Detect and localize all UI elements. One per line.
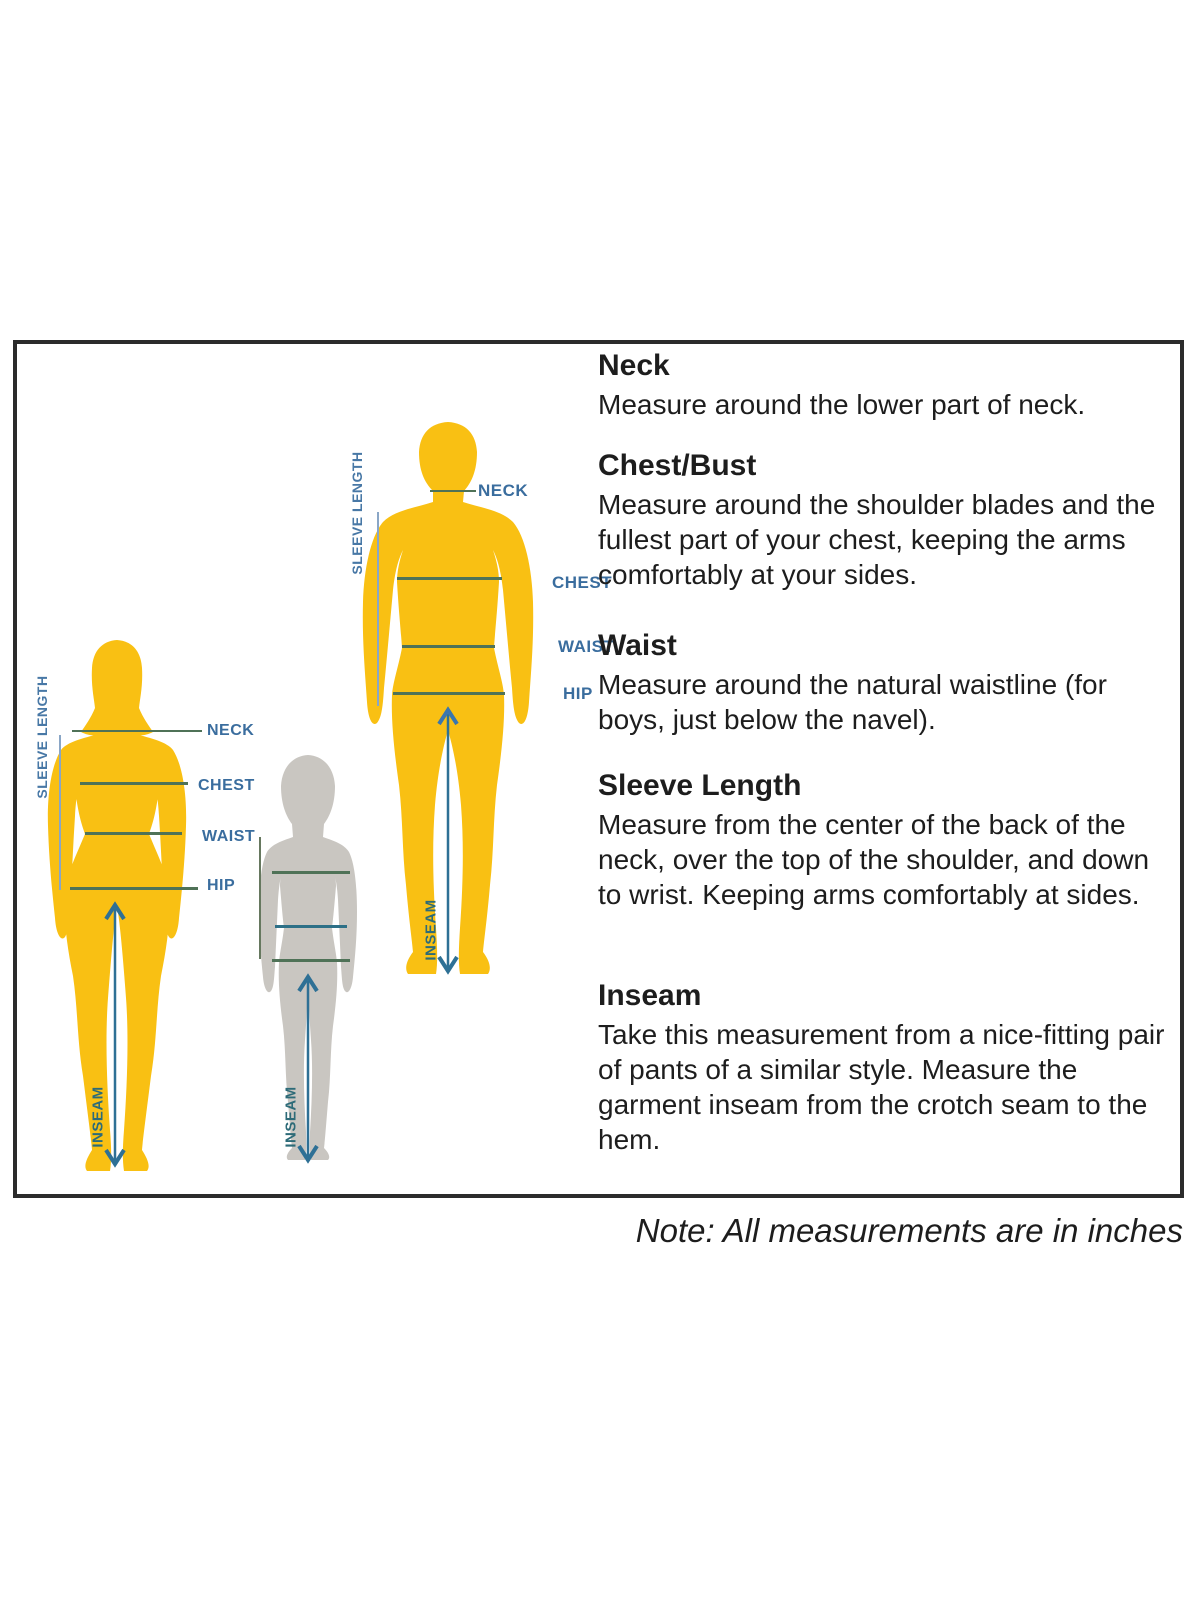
child-inseam-arrow <box>296 971 320 1165</box>
measurements-note: Note: All measurements are in inches <box>635 1212 1183 1249</box>
child-sleeve-line <box>259 837 261 959</box>
woman-sleeve-line <box>59 735 61 890</box>
man-hip-line <box>393 692 505 695</box>
child-chest-line <box>272 871 350 874</box>
child-waist-line <box>275 925 347 928</box>
size-guide-page: SLEEVE LENGTH NECK CHEST WAIST HIP INSEAM SLEEVE LENGTH NECK CHEST WAIST HIP INSEAM INSEAM Neck Measure around the lower part of neck. Chest/Bust Measure around the shoulder blades and the fullest part of your chest, keeping the arms comfortably at your sides. Waist Measure around the natural waistline (for boys, just below the navel). Sleeve Length Measure from the center of the back of the neck, over the top of the shoulder, and down to wrist. Keeping arms comfortably at sides. Inseam Take this measurement from a nice-fitting pair of pants of a similar style. Measure the garment inseam from the crotch seam to the hem. Note: All measurements are in inches <box>0 0 1200 1600</box>
man-chest-line <box>397 577 502 580</box>
woman-chest-label: CHEST <box>198 777 255 794</box>
woman-neck-line <box>72 730 202 732</box>
section-inseam <box>598 980 1173 1157</box>
section-inseam-body: Take this measurement from a nice-fitting pair of pants of a similar style. Measure the garment inseam from the crotch seam to the hem. <box>598 1019 1165 1155</box>
section-chest-bust-title: Chest/Bust <box>598 449 757 482</box>
section-inseam-title: Inseam <box>598 979 702 1012</box>
man-chest-label: CHEST <box>552 573 613 592</box>
section-neck <box>598 350 1173 422</box>
woman-inseam-arrow <box>103 899 127 1169</box>
man-inseam-arrow <box>436 702 460 979</box>
section-sleeve-length-body: Measure from the center of the back of the neck, over the top of the shoulder, and down to wrist. Keeping arms comfortably at sides. <box>598 809 1150 910</box>
man-neck-line <box>430 490 476 492</box>
man-sleeve-line <box>377 512 379 706</box>
section-waist-body: Measure around the natural waistline (for boys, just below the navel). <box>598 669 1107 735</box>
woman-waist-line <box>85 832 182 835</box>
section-chest-bust-body: Measure around the shoulder blades and the fullest part of your chest, keeping the arms comfortably at your sides. <box>598 489 1156 590</box>
woman-waist-label: WAIST <box>202 828 256 845</box>
section-waist <box>598 630 1173 737</box>
child-hip-line <box>272 959 350 962</box>
section-neck-title: Neck <box>598 349 670 382</box>
woman-hip-label: HIP <box>207 877 236 894</box>
man-neck-label: NECK <box>478 481 529 500</box>
section-sleeve-length-title: Sleeve Length <box>598 769 802 802</box>
woman-hip-line <box>70 887 198 890</box>
woman-neck-label: NECK <box>207 722 255 739</box>
section-waist-title: Waist <box>598 629 677 662</box>
section-sleeve-length <box>598 770 1173 912</box>
man-waist-label: WAIST <box>558 637 615 656</box>
woman-chest-line <box>80 782 188 785</box>
section-chest-bust <box>598 450 1173 592</box>
man-waist-line <box>402 645 495 648</box>
man-hip-label: HIP <box>563 684 593 703</box>
section-neck-body: Measure around the lower part of neck. <box>598 389 1086 420</box>
